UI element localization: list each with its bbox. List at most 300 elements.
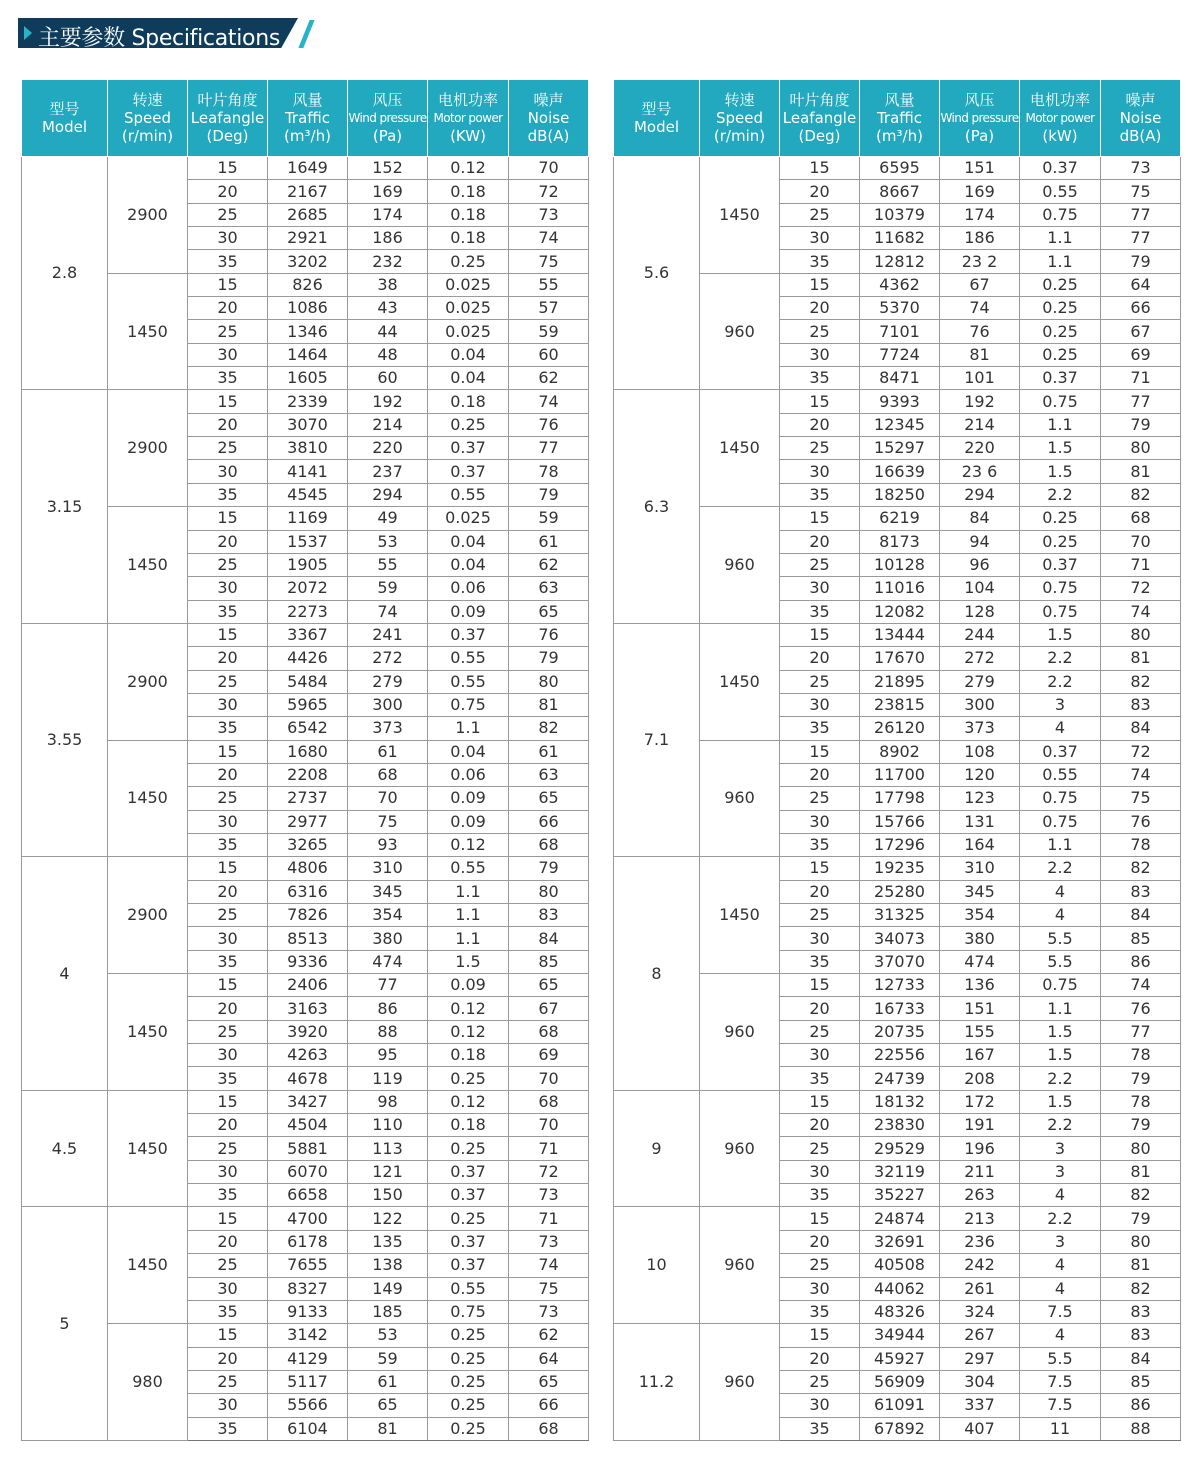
- header-leafangle: 叶片角度 Leafangle (Deg): [780, 80, 860, 157]
- power-cell: 2.2: [1020, 670, 1101, 693]
- table-row: [22, 1090, 589, 1113]
- header-wind-pressure: 风压 Wind pressure (Pa): [348, 80, 428, 157]
- noise-cell: 70: [509, 157, 589, 180]
- traffic-cell: 1649: [268, 157, 348, 180]
- traffic-cell: 29529: [860, 1137, 940, 1160]
- pressure-cell: 123: [940, 787, 1020, 810]
- leafangle-cell: 35: [188, 1300, 268, 1323]
- power-cell: 0.75: [428, 1300, 509, 1323]
- noise-cell: 83: [1101, 1324, 1181, 1347]
- noise-cell: 75: [509, 250, 589, 273]
- header-leafangle: 叶片角度 Leafangle (Deg): [188, 80, 268, 157]
- leafangle-cell: 35: [780, 1417, 860, 1440]
- pressure-cell: 152: [348, 157, 428, 180]
- pressure-cell: 76: [940, 320, 1020, 343]
- power-cell: 3: [1020, 1137, 1101, 1160]
- pressure-cell: 67: [940, 273, 1020, 296]
- table-row: [22, 273, 589, 296]
- power-cell: 0.25: [428, 1394, 509, 1417]
- leafangle-cell: 20: [188, 1230, 268, 1253]
- noise-cell: 75: [1101, 787, 1181, 810]
- noise-cell: 64: [1101, 273, 1181, 296]
- leafangle-cell: 25: [780, 1254, 860, 1277]
- power-cell: 4: [1020, 1277, 1101, 1300]
- noise-cell: 84: [1101, 717, 1181, 740]
- noise-cell: 86: [1101, 1394, 1181, 1417]
- header-noise: 噪声 Noise dB(A): [1101, 80, 1181, 157]
- traffic-cell: 4806: [268, 857, 348, 880]
- traffic-cell: 2339: [268, 390, 348, 413]
- leafangle-cell: 30: [188, 1160, 268, 1183]
- pressure-cell: 185: [348, 1300, 428, 1323]
- traffic-cell: 3920: [268, 1020, 348, 1043]
- traffic-cell: 4426: [268, 647, 348, 670]
- leafangle-cell: 30: [780, 227, 860, 250]
- traffic-cell: 34944: [860, 1324, 940, 1347]
- power-cell: 0.37: [428, 1184, 509, 1207]
- leafangle-cell: 25: [188, 1370, 268, 1393]
- table-header-row: [22, 80, 589, 157]
- power-cell: 4: [1020, 717, 1101, 740]
- noise-cell: 80: [1101, 1230, 1181, 1253]
- header-traffic: 风量 Traffic (m³/h): [268, 80, 348, 157]
- noise-cell: 80: [509, 880, 589, 903]
- leafangle-cell: 35: [188, 1417, 268, 1440]
- leafangle-cell: 20: [780, 1347, 860, 1370]
- leafangle-cell: 30: [780, 693, 860, 716]
- pressure-cell: 81: [940, 343, 1020, 366]
- power-cell: 0.04: [428, 343, 509, 366]
- power-cell: 2.2: [1020, 1114, 1101, 1137]
- power-cell: 0.25: [428, 1347, 509, 1370]
- noise-cell: 66: [1101, 297, 1181, 320]
- speed-cell: 2900: [108, 157, 188, 274]
- table-body-right: [614, 157, 1181, 1441]
- speed-cell: 960: [700, 974, 780, 1091]
- traffic-cell: 19235: [860, 857, 940, 880]
- traffic-cell: 3070: [268, 413, 348, 436]
- noise-cell: 73: [509, 1230, 589, 1253]
- traffic-cell: 7826: [268, 904, 348, 927]
- noise-cell: 82: [1101, 1184, 1181, 1207]
- traffic-cell: 32691: [860, 1230, 940, 1253]
- traffic-cell: 2072: [268, 577, 348, 600]
- leafangle-cell: 35: [188, 600, 268, 623]
- traffic-cell: 1169: [268, 507, 348, 530]
- leafangle-cell: 30: [780, 1044, 860, 1067]
- pressure-cell: 98: [348, 1090, 428, 1113]
- power-cell: 0.37: [1020, 157, 1101, 180]
- pressure-cell: 220: [940, 437, 1020, 460]
- pressure-cell: 74: [940, 297, 1020, 320]
- leafangle-cell: 30: [780, 343, 860, 366]
- noise-cell: 77: [1101, 203, 1181, 226]
- power-cell: 0.25: [1020, 320, 1101, 343]
- noise-cell: 79: [509, 483, 589, 506]
- traffic-cell: 21895: [860, 670, 940, 693]
- power-cell: 1.1: [1020, 413, 1101, 436]
- traffic-cell: 8667: [860, 180, 940, 203]
- power-cell: 0.09: [428, 600, 509, 623]
- speed-cell: 1450: [108, 740, 188, 857]
- traffic-cell: 20735: [860, 1020, 940, 1043]
- power-cell: 2.2: [1020, 1067, 1101, 1090]
- table-row: [22, 974, 589, 997]
- leafangle-cell: 30: [780, 1277, 860, 1300]
- power-cell: 0.12: [428, 1020, 509, 1043]
- leafangle-cell: 35: [780, 1184, 860, 1207]
- table-row: [614, 623, 1181, 646]
- table-header-row: [614, 80, 1181, 157]
- noise-cell: 59: [509, 507, 589, 530]
- traffic-cell: 8327: [268, 1277, 348, 1300]
- pressure-cell: 70: [348, 787, 428, 810]
- power-cell: 0.75: [1020, 577, 1101, 600]
- traffic-cell: 2977: [268, 810, 348, 833]
- noise-cell: 74: [509, 1254, 589, 1277]
- leafangle-cell: 20: [780, 1230, 860, 1253]
- noise-cell: 82: [1101, 1277, 1181, 1300]
- pressure-cell: 241: [348, 623, 428, 646]
- pressure-cell: 345: [348, 880, 428, 903]
- power-cell: 7.5: [1020, 1370, 1101, 1393]
- leafangle-cell: 25: [188, 670, 268, 693]
- power-cell: 0.25: [1020, 343, 1101, 366]
- pressure-cell: 164: [940, 833, 1020, 856]
- power-cell: 1.5: [1020, 460, 1101, 483]
- traffic-cell: 16733: [860, 997, 940, 1020]
- noise-cell: 69: [509, 1044, 589, 1067]
- power-cell: 4: [1020, 904, 1101, 927]
- leafangle-cell: 25: [188, 437, 268, 460]
- noise-cell: 86: [1101, 950, 1181, 973]
- pressure-cell: 96: [940, 553, 1020, 576]
- table-row: [22, 623, 589, 646]
- power-cell: 0.06: [428, 577, 509, 600]
- pressure-cell: 304: [940, 1370, 1020, 1393]
- traffic-cell: 17670: [860, 647, 940, 670]
- power-cell: 0.025: [428, 320, 509, 343]
- noise-cell: 65: [509, 600, 589, 623]
- table-row: [614, 1207, 1181, 1230]
- pressure-cell: 122: [348, 1207, 428, 1230]
- leafangle-cell: 15: [780, 273, 860, 296]
- noise-cell: 68: [509, 1090, 589, 1113]
- noise-cell: 64: [509, 1347, 589, 1370]
- traffic-cell: 61091: [860, 1394, 940, 1417]
- table-row: [614, 1090, 1181, 1113]
- power-cell: 0.75: [428, 693, 509, 716]
- noise-cell: 84: [1101, 1347, 1181, 1370]
- noise-cell: 79: [1101, 1114, 1181, 1137]
- power-cell: 0.25: [428, 1067, 509, 1090]
- leafangle-cell: 15: [780, 507, 860, 530]
- specifications-table-right: [613, 79, 1181, 1441]
- leafangle-cell: 35: [188, 833, 268, 856]
- power-cell: 0.12: [428, 997, 509, 1020]
- pressure-cell: 53: [348, 1324, 428, 1347]
- noise-cell: 82: [1101, 483, 1181, 506]
- pressure-cell: 59: [348, 577, 428, 600]
- power-cell: 0.06: [428, 763, 509, 786]
- noise-cell: 59: [509, 320, 589, 343]
- leafangle-cell: 25: [780, 1370, 860, 1393]
- pressure-cell: 208: [940, 1067, 1020, 1090]
- noise-cell: 62: [509, 553, 589, 576]
- pressure-cell: 263: [940, 1184, 1020, 1207]
- leafangle-cell: 30: [780, 1394, 860, 1417]
- leafangle-cell: 35: [188, 1184, 268, 1207]
- traffic-cell: 2737: [268, 787, 348, 810]
- power-cell: 0.37: [428, 1230, 509, 1253]
- pressure-cell: 196: [940, 1137, 1020, 1160]
- leafangle-cell: 20: [188, 880, 268, 903]
- speed-cell: 960: [700, 1207, 780, 1324]
- power-cell: 0.04: [428, 367, 509, 390]
- model-cell: 4: [22, 857, 108, 1090]
- power-cell: 1.1: [428, 927, 509, 950]
- pressure-cell: 65: [348, 1394, 428, 1417]
- noise-cell: 82: [509, 717, 589, 740]
- noise-cell: 74: [1101, 763, 1181, 786]
- table-row: [22, 740, 589, 763]
- pressure-cell: 128: [940, 600, 1020, 623]
- power-cell: 0.37: [428, 1254, 509, 1277]
- noise-cell: 80: [509, 670, 589, 693]
- power-cell: 0.25: [1020, 273, 1101, 296]
- power-cell: 0.025: [428, 273, 509, 296]
- power-cell: 0.37: [428, 437, 509, 460]
- leafangle-cell: 35: [188, 717, 268, 740]
- noise-cell: 83: [1101, 1300, 1181, 1323]
- power-cell: 0.12: [428, 833, 509, 856]
- traffic-cell: 18250: [860, 483, 940, 506]
- leafangle-cell: 30: [188, 1044, 268, 1067]
- noise-cell: 78: [1101, 833, 1181, 856]
- traffic-cell: 4362: [860, 273, 940, 296]
- traffic-cell: 22556: [860, 1044, 940, 1067]
- traffic-cell: 5965: [268, 693, 348, 716]
- leafangle-cell: 30: [780, 927, 860, 950]
- model-cell: 11.2: [614, 1324, 700, 1441]
- pressure-cell: 120: [940, 763, 1020, 786]
- noise-cell: 75: [509, 1277, 589, 1300]
- power-cell: 0.25: [428, 1137, 509, 1160]
- traffic-cell: 13444: [860, 623, 940, 646]
- speed-cell: 960: [700, 1324, 780, 1441]
- leafangle-cell: 15: [188, 507, 268, 530]
- pressure-cell: 108: [940, 740, 1020, 763]
- traffic-cell: 7101: [860, 320, 940, 343]
- noise-cell: 72: [509, 1160, 589, 1183]
- pressure-cell: 61: [348, 1370, 428, 1393]
- pressure-cell: 192: [940, 390, 1020, 413]
- noise-cell: 68: [509, 1020, 589, 1043]
- power-cell: 2.2: [1020, 483, 1101, 506]
- leafangle-cell: 25: [188, 1020, 268, 1043]
- leafangle-cell: 15: [188, 390, 268, 413]
- power-cell: 0.37: [428, 1160, 509, 1183]
- power-cell: 1.1: [428, 717, 509, 740]
- speed-cell: 960: [700, 507, 780, 624]
- power-cell: 3: [1020, 1230, 1101, 1253]
- noise-cell: 85: [1101, 1370, 1181, 1393]
- table-row: [614, 1324, 1181, 1347]
- power-cell: 0.37: [428, 623, 509, 646]
- traffic-cell: 23815: [860, 693, 940, 716]
- traffic-cell: 7724: [860, 343, 940, 366]
- traffic-cell: 9393: [860, 390, 940, 413]
- header-model: 型号 Model: [614, 80, 700, 157]
- power-cell: 0.25: [1020, 530, 1101, 553]
- power-cell: 0.75: [1020, 203, 1101, 226]
- power-cell: 7.5: [1020, 1394, 1101, 1417]
- power-cell: 3: [1020, 1160, 1101, 1183]
- leafangle-cell: 20: [188, 763, 268, 786]
- table-row: [614, 974, 1181, 997]
- power-cell: 1.5: [1020, 623, 1101, 646]
- leafangle-cell: 25: [780, 787, 860, 810]
- noise-cell: 61: [509, 530, 589, 553]
- noise-cell: 81: [1101, 460, 1181, 483]
- leafangle-cell: 15: [780, 390, 860, 413]
- power-cell: 5.5: [1020, 950, 1101, 973]
- noise-cell: 76: [509, 623, 589, 646]
- power-cell: 0.18: [428, 1114, 509, 1137]
- noise-cell: 88: [1101, 1417, 1181, 1440]
- header-wind-pressure: 风压 Wind pressure (Pa): [940, 80, 1020, 157]
- header-motor-power: 电机功率 Motor power (kW): [1020, 80, 1101, 157]
- noise-cell: 81: [1101, 647, 1181, 670]
- model-cell: 6.3: [614, 390, 700, 623]
- leafangle-cell: 35: [780, 250, 860, 273]
- pressure-cell: 88: [348, 1020, 428, 1043]
- pressure-cell: 192: [348, 390, 428, 413]
- traffic-cell: 15766: [860, 810, 940, 833]
- noise-cell: 68: [509, 1417, 589, 1440]
- noise-cell: 77: [1101, 227, 1181, 250]
- traffic-cell: 6316: [268, 880, 348, 903]
- pressure-cell: 150: [348, 1184, 428, 1207]
- pressure-cell: 300: [940, 693, 1020, 716]
- leafangle-cell: 35: [780, 1300, 860, 1323]
- traffic-cell: 11682: [860, 227, 940, 250]
- header-noise: 噪声 Noise dB(A): [509, 80, 589, 157]
- table-row: [22, 157, 589, 180]
- pressure-cell: 337: [940, 1394, 1020, 1417]
- noise-cell: 82: [1101, 670, 1181, 693]
- leafangle-cell: 15: [188, 623, 268, 646]
- leafangle-cell: 20: [188, 413, 268, 436]
- noise-cell: 65: [509, 1370, 589, 1393]
- leafangle-cell: 15: [780, 974, 860, 997]
- traffic-cell: 6595: [860, 157, 940, 180]
- traffic-cell: 1605: [268, 367, 348, 390]
- pressure-cell: 135: [348, 1230, 428, 1253]
- traffic-cell: 26120: [860, 717, 940, 740]
- noise-cell: 79: [509, 647, 589, 670]
- pressure-cell: 104: [940, 577, 1020, 600]
- leafangle-cell: 20: [188, 1114, 268, 1137]
- table-row: [614, 857, 1181, 880]
- noise-cell: 85: [509, 950, 589, 973]
- leafangle-cell: 15: [188, 273, 268, 296]
- pressure-cell: 110: [348, 1114, 428, 1137]
- pressure-cell: 94: [940, 530, 1020, 553]
- pressure-cell: 214: [348, 413, 428, 436]
- traffic-cell: 1680: [268, 740, 348, 763]
- noise-cell: 73: [509, 203, 589, 226]
- traffic-cell: 4504: [268, 1114, 348, 1137]
- traffic-cell: 67892: [860, 1417, 940, 1440]
- pressure-cell: 155: [940, 1020, 1020, 1043]
- table-row: [22, 390, 589, 413]
- power-cell: 1.1: [1020, 250, 1101, 273]
- power-cell: 0.25: [428, 250, 509, 273]
- power-cell: 0.25: [1020, 297, 1101, 320]
- pressure-cell: 279: [940, 670, 1020, 693]
- leafangle-cell: 35: [780, 1067, 860, 1090]
- traffic-cell: 12345: [860, 413, 940, 436]
- leafangle-cell: 35: [780, 833, 860, 856]
- table-row: [22, 507, 589, 530]
- noise-cell: 73: [1101, 157, 1181, 180]
- traffic-cell: 5566: [268, 1394, 348, 1417]
- pressure-cell: 354: [348, 904, 428, 927]
- power-cell: 0.55: [1020, 180, 1101, 203]
- pressure-cell: 68: [348, 763, 428, 786]
- noise-cell: 71: [509, 1207, 589, 1230]
- leafangle-cell: 35: [780, 950, 860, 973]
- power-cell: 0.37: [1020, 367, 1101, 390]
- power-cell: 0.18: [428, 1044, 509, 1067]
- model-cell: 10: [614, 1207, 700, 1324]
- noise-cell: 79: [1101, 413, 1181, 436]
- power-cell: 0.75: [1020, 974, 1101, 997]
- leafangle-cell: 25: [780, 670, 860, 693]
- traffic-cell: 3202: [268, 250, 348, 273]
- traffic-cell: 6219: [860, 507, 940, 530]
- noise-cell: 84: [509, 927, 589, 950]
- speed-cell: 960: [700, 273, 780, 390]
- traffic-cell: 3265: [268, 833, 348, 856]
- header-model: 型号 Model: [22, 80, 108, 157]
- power-cell: 1.5: [1020, 1044, 1101, 1067]
- power-cell: 0.09: [428, 810, 509, 833]
- specifications-table-left: [21, 79, 589, 1441]
- power-cell: 0.25: [1020, 507, 1101, 530]
- pressure-cell: 474: [940, 950, 1020, 973]
- traffic-cell: 35227: [860, 1184, 940, 1207]
- power-cell: 0.04: [428, 530, 509, 553]
- traffic-cell: 8471: [860, 367, 940, 390]
- speed-cell: 1450: [700, 857, 780, 974]
- pressure-cell: 220: [348, 437, 428, 460]
- speed-cell: 1450: [700, 157, 780, 274]
- power-cell: 4: [1020, 1324, 1101, 1347]
- table-row: [614, 273, 1181, 296]
- leafangle-cell: 20: [780, 297, 860, 320]
- pressure-cell: 95: [348, 1044, 428, 1067]
- leafangle-cell: 30: [188, 693, 268, 716]
- traffic-cell: 2685: [268, 203, 348, 226]
- pressure-cell: 121: [348, 1160, 428, 1183]
- power-cell: 1.1: [1020, 227, 1101, 250]
- pressure-cell: 272: [348, 647, 428, 670]
- table-row: [22, 857, 589, 880]
- leafangle-cell: 30: [780, 1160, 860, 1183]
- power-cell: 0.75: [1020, 390, 1101, 413]
